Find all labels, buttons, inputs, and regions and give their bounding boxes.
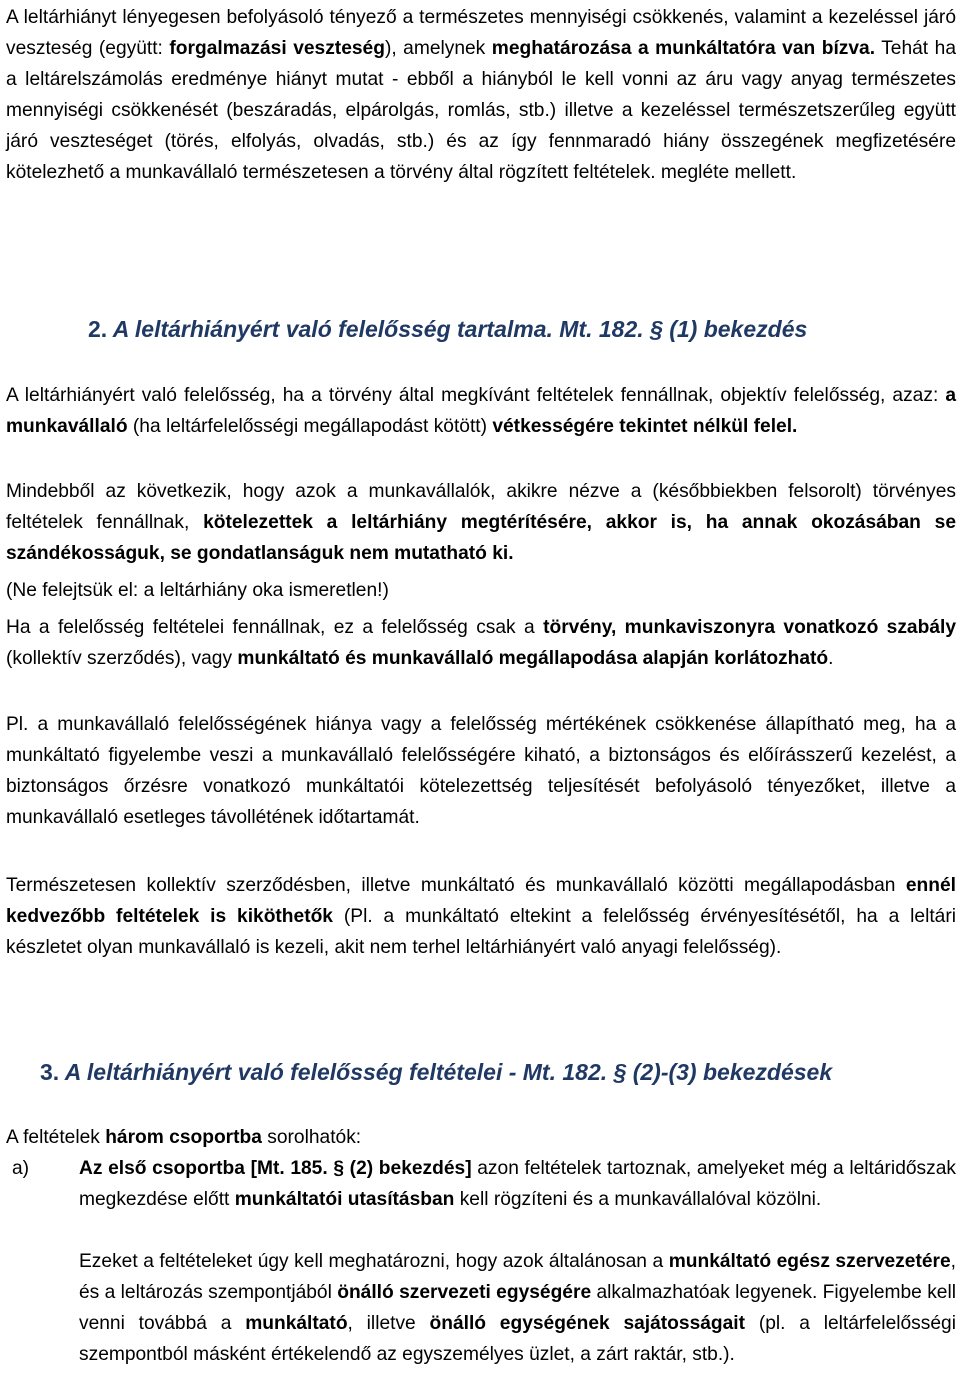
section-heading-2: 2. A leltárhiányért való felelősség tartalma. Mt. 182. § (1) bekezdés <box>88 316 808 342</box>
paragraph-example: Pl. a munkavállaló felelősségének hiánya vagy a felelősség mértékének csökkenése állapítható meg, ha a munkáltató figyelembe veszi a munkavállaló felelősségére kiható, a biztonságos és előírásszerű kezelést, a biztonságos őrzésre vonatkozó munkáltatói kötelezettség teljesítését befolyásoló tényezőket, illetve a munkavállaló esetleges távollétének időtartamát. <box>6 714 956 828</box>
paragraph-inventory-factors: A leltárhiányt lényegesen befolyásoló tényező a természetes mennyiségi csökkenés, valamint a kezeléssel járó veszteség (együtt: forgalmazási veszteség), amelynek meghatározása a munkáltatóra van bízva. Tehát ha a leltárelszámolás eredménye hiányt mutat - ebből a hiányból le kell vonni az áru vagy anyag természetes mennyiségi csökkenését (beszáradás, elpárolgás, romlás, stb.) illetve a kezeléssel természetszerűleg együtt járó veszteséget (törés, elfolyás, olvadás, stb.) és az így fennmaradó hiány összegének megfizetésére kötelezhető a munkavállaló természetesen a törvény által rögzített feltételek. megléte mellett. <box>6 7 956 183</box>
section-heading-3: 3. A leltárhiányért való felelősség feltételei - Mt. 182. § (2)-(3) bekezdések <box>40 1059 833 1085</box>
paragraph-consequence: Mindebből az következik, hogy azok a munkavállalók, akikre nézve a (későbbiekben felsorolt) törvényes feltételek fennállnak, kötelezettek a leltárhiány megtérítésére, akkor is, ha annak okozásában se szándékosságuk, se gondatlanságuk nem mutatható ki. <box>6 481 956 564</box>
paragraph-three-groups: A feltételek három csoportba sorolhatók: <box>6 1127 362 1148</box>
paragraph-limitation: Ha a felelősség feltételei fennállnak, ez a felelősség csak a törvény, munkaviszonyra vonatkozó szabály (kollektív szerződés), vagy munkáltató és munkavállaló megállapodása alapján korlátozható. <box>6 617 956 669</box>
list-item-continuation: Ezeket a feltételeket úgy kell meghatározni, hogy azok általánosan a munkáltató egész szervezetére, és a leltározás szempontjából önálló szervezeti egységére alkalmazhatóak legyenek. Figyelembe kell venni továbbá a munkáltató, illetve önálló egységének sajátosságait (pl. a leltárfelelősségi szempontból másként értékelendő az egyszemélyes üzlet, a zárt raktár, stb.). <box>79 1251 956 1365</box>
list-marker: a) <box>12 1158 30 1179</box>
paragraph-reminder: (Ne felejtsük el: a leltárhiány oka ismeretlen!) <box>6 580 389 601</box>
paragraph-objective-liability: A leltárhiányért való felelősség, ha a törvény által megkívánt feltételek fennállnak, objektív felelősség, azaz: a munkavállaló (ha leltárfelelősségi megállapodást kötött) vétkességére tekintet nélkül felel. <box>6 385 956 437</box>
paragraph-collective-agreement: Természetesen kollektív szerződésben, illetve munkáltató és munkavállaló közötti megállapodásban ennél kedvezőbb feltételek is kiköthetők (Pl. a munkáltató eltekint a felelősség érvényesítésétől, ha a leltári készletet olyan munkavállaló is kezeli, akit nem terhel leltárhiányért való anyagi felelősség). <box>6 875 956 958</box>
list-item-text: Az első csoportba [Mt. 185. § (2) bekezdés] azon feltételek tartoznak, amelyeket még a leltáridőszak megkezdése előtt munkáltatói utasításban kell rögzíteni és a munkavállalóval közölni. <box>79 1158 956 1210</box>
